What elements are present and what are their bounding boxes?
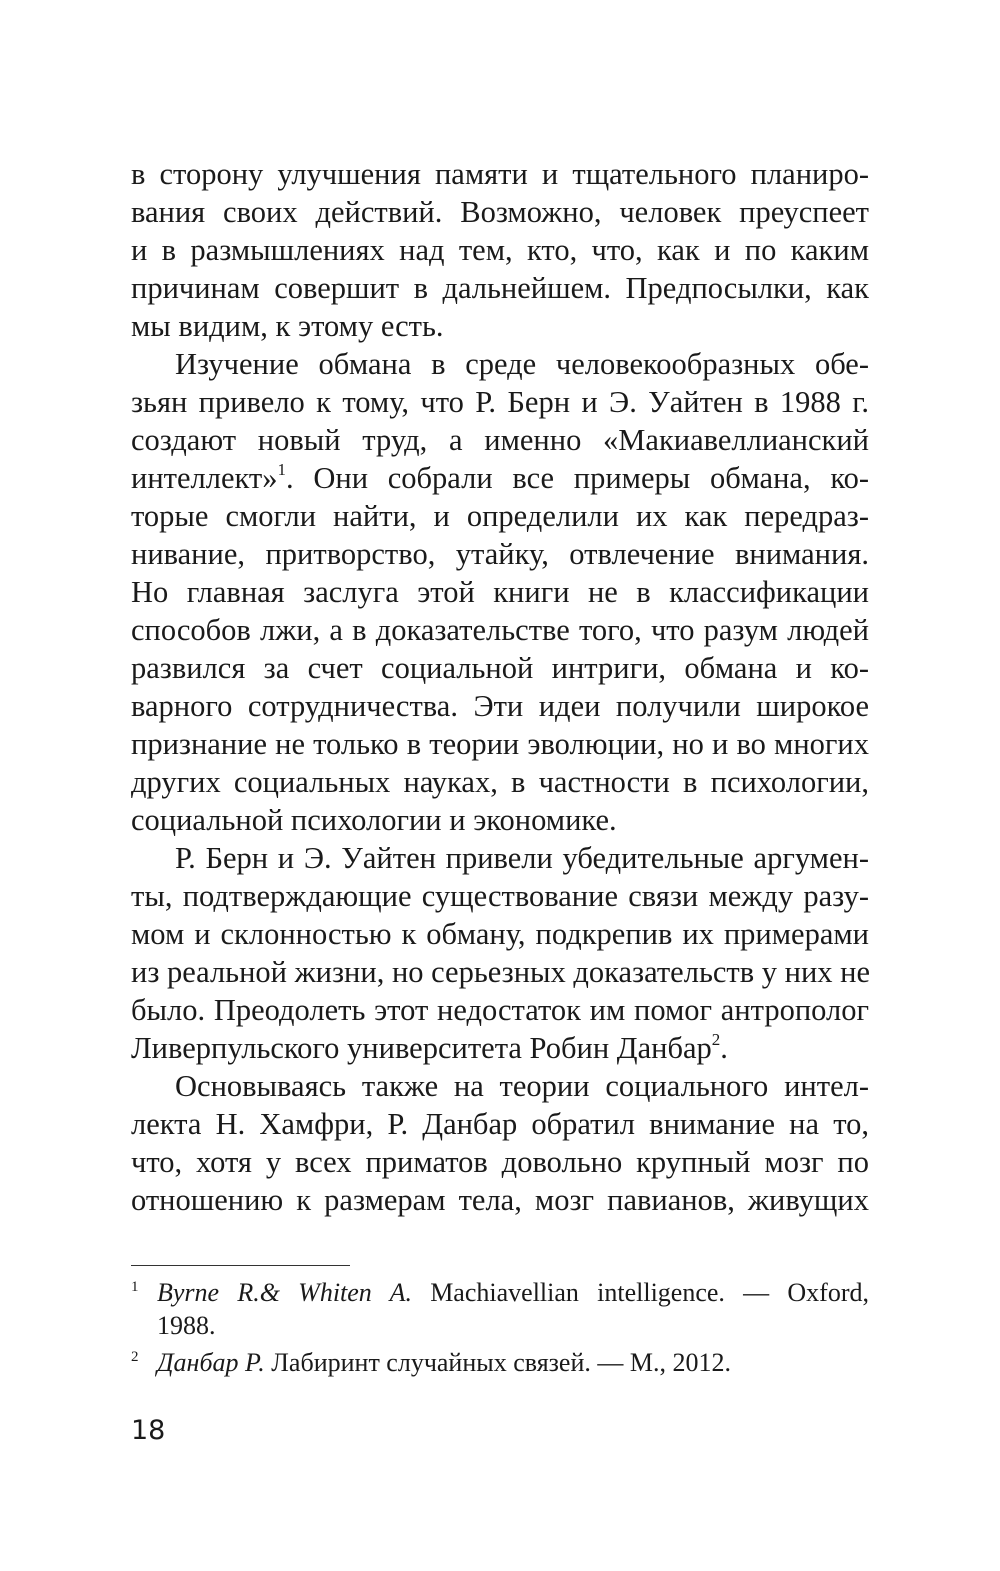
body-line: лекта Н. Хамфри, Р. Данбар обратил внимание на то, xyxy=(131,1107,869,1141)
body-line: мом и склонностью к обману, подкрепив их примерами xyxy=(131,917,869,951)
footnote-mark: 1 xyxy=(131,1279,139,1295)
footnote-1-continuation: 1988. xyxy=(157,1311,216,1340)
body-line: Изучение обмана в среде человекообразных обе- xyxy=(175,347,869,381)
body-line: создают новый труд, а именно «Макиавеллианский xyxy=(131,423,869,457)
body-text: интеллект» xyxy=(131,461,278,495)
footnote-text xyxy=(157,1347,869,1379)
body-line: других социальных науках, в частности в психологии, xyxy=(131,765,869,799)
body-line: отношению к размерам тела, мозг павианов, живущих xyxy=(131,1183,869,1217)
body-line: торые смогли найти, и определили их как передраз- xyxy=(131,499,869,533)
body-text: . xyxy=(720,1031,728,1065)
body-line: социальной психологии и экономике. xyxy=(131,803,617,837)
body-line: развился за счет социальной интриги, обмана и ко- xyxy=(131,651,869,685)
body-line: и в размышлениях над тем, кто, что, как и по каким xyxy=(131,233,869,267)
footnote-ref[interactable]: 1 xyxy=(277,460,286,479)
body-text: . Они собрали все примеры обмана, ко- xyxy=(285,461,869,495)
body-line: варного сотрудничества. Эти идеи получили широкое xyxy=(131,689,869,723)
body-line: способов лжи, а в доказательстве того, что разум людей xyxy=(131,613,869,647)
body-line: нивание, притворство, утайку, отвлечение внимания. xyxy=(131,537,869,571)
footnote-author: Данбар Р. xyxy=(157,1348,265,1377)
body-line: признание не только в теории эволюции, но и во многих xyxy=(131,727,869,761)
body-line: причинам совершит в дальнейшем. Предпосылки, как xyxy=(131,271,869,305)
body-line: что, хотя у всех приматов довольно крупный мозг по xyxy=(131,1145,869,1179)
footnote-author: Byrne R.& Whiten A. xyxy=(157,1278,412,1307)
body-line: мы видим, к этому есть. xyxy=(131,309,444,343)
body-line: вания своих действий. Возможно, человек преуспеет xyxy=(131,195,869,229)
body-text: Ливерпульского университета Робин Данбар xyxy=(131,1031,712,1065)
footnote-title: Лабиринт случайных связей. — М., 2012. xyxy=(264,1348,732,1377)
footnote-ref[interactable]: 2 xyxy=(711,1030,721,1049)
body-line: в сторону улучшения памяти и тщательного планиро- xyxy=(131,157,869,191)
page-number: 18 xyxy=(131,1415,166,1446)
body-line: ты, подтверждающие существование связи между разу- xyxy=(131,879,869,913)
body-line: Р. Берн и Э. Уайтен привели убедительные аргумен- xyxy=(175,841,869,875)
body-line: зьян привело к тому, что Р. Берн и Э. Уайтен в 1988 г. xyxy=(131,385,869,419)
body-line: из реальной жизни, но серьезных доказательств у них не xyxy=(131,955,870,989)
footnote-text xyxy=(157,1277,869,1309)
footnote-divider xyxy=(131,1265,350,1266)
footnote-title: Machiavellian intelligence. — Oxford, xyxy=(411,1278,869,1307)
body-line xyxy=(131,1029,869,1067)
footnote-mark: 2 xyxy=(131,1349,139,1365)
body-line: было. Преодолеть этот недостаток им помог антрополог xyxy=(131,993,869,1027)
body-line xyxy=(131,459,869,497)
body-line: Основываясь также на теории социального интел- xyxy=(175,1069,869,1103)
body-line: Но главная заслуга этой книги не в классификации xyxy=(131,575,869,609)
